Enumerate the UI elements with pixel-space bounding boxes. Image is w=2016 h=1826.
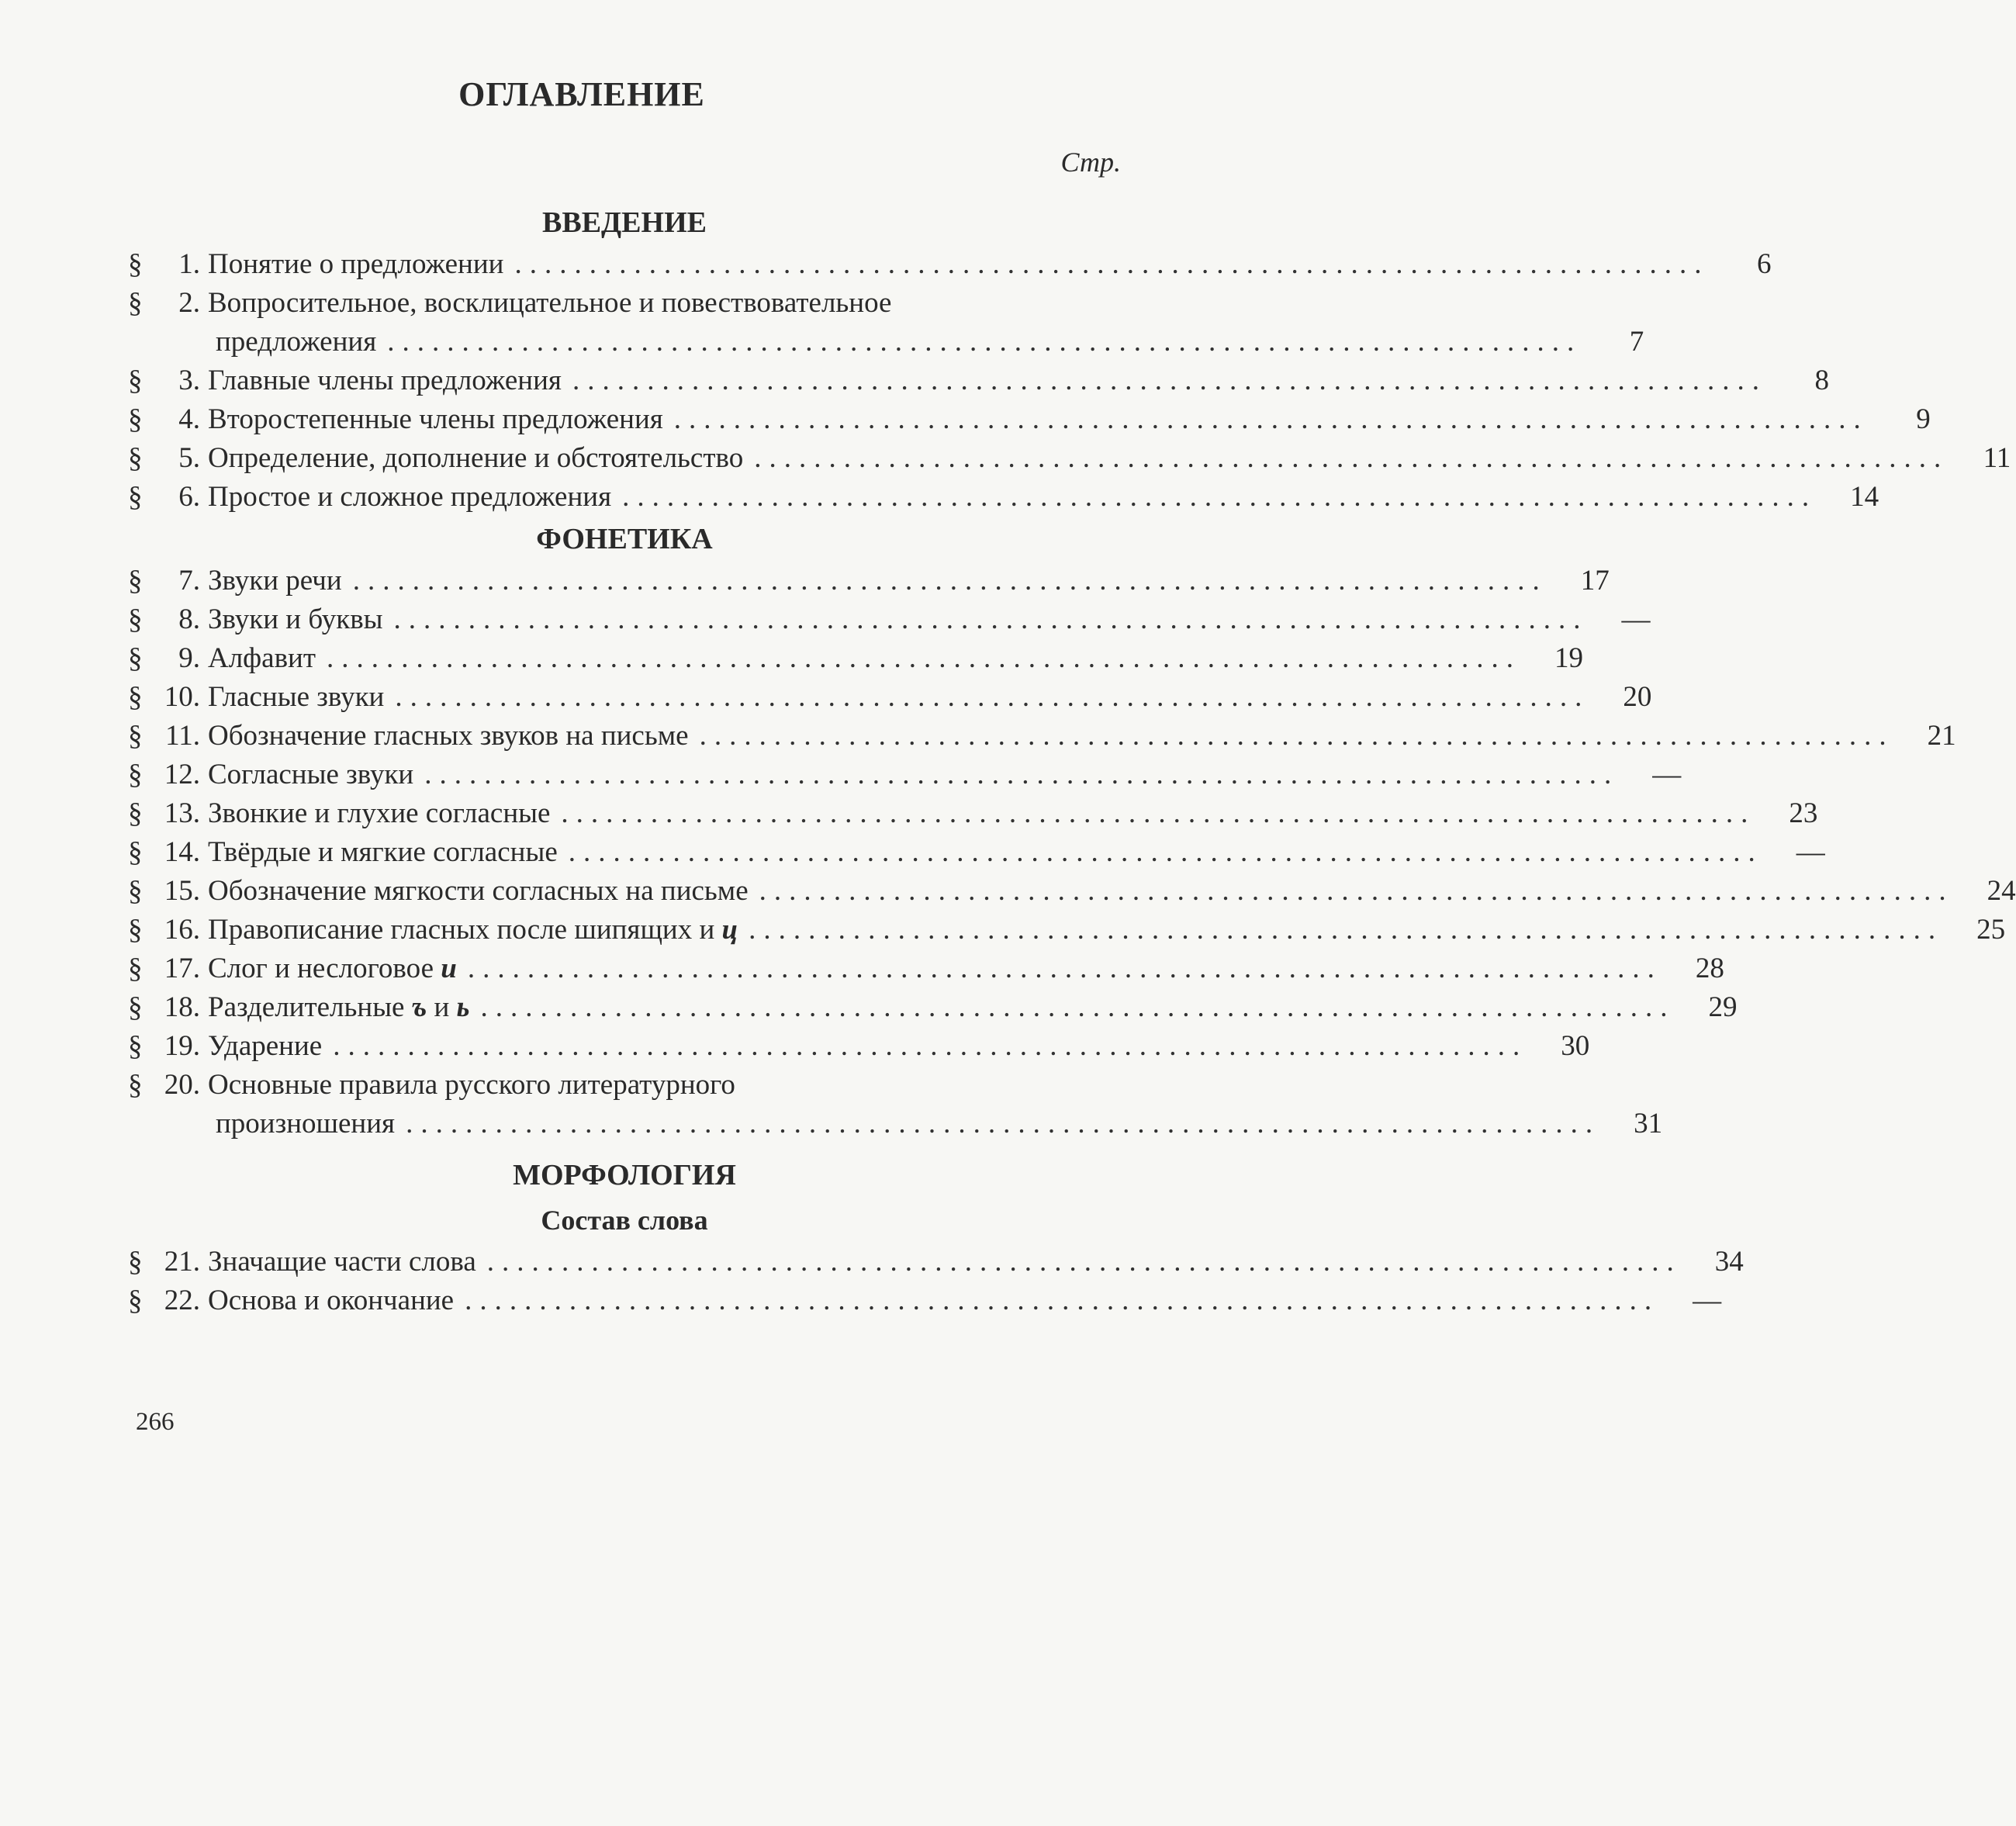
dot-leader: ................................................................................ (699, 720, 1894, 752)
toc-entry (128, 439, 2011, 478)
toc-entry-line (128, 872, 2016, 911)
toc-entry-line (128, 323, 1644, 361)
entry-title: Обозначение гласных звуков на письме (208, 720, 689, 752)
entry-number: 21. (164, 1246, 200, 1278)
emphasized-letter: ь (456, 991, 470, 1023)
entry-number: 17. (164, 953, 200, 984)
toc-entry-line (128, 639, 1584, 678)
toc-entry-line (128, 400, 1931, 439)
section-sign: § (128, 603, 143, 635)
toc-entry-line (128, 1105, 1663, 1143)
toc-entry (128, 1281, 1722, 1320)
section-sign: § (128, 914, 143, 946)
emphasized-letter: ц (721, 914, 738, 946)
section-sign: § (128, 565, 143, 597)
toc-entry (128, 911, 2006, 949)
entry-title: Твёрдые и мягкие согласные (208, 836, 558, 868)
toc-entry (128, 284, 1644, 361)
toc-entry (128, 678, 1652, 717)
entry-number: 1. (178, 248, 200, 280)
section-sign: § (128, 797, 143, 829)
dot-leader: ................................................................................ (387, 326, 1582, 358)
entry-page-number: 19 (1554, 642, 1584, 674)
entry-title: Звонкие и глухие согласные (208, 797, 551, 829)
section-sign: § (128, 403, 143, 435)
entry-number: 16. (164, 914, 200, 946)
section-heading: МОРФОЛОГИЯ (513, 1159, 736, 1191)
dot-leader: ................................................................................ (749, 914, 1944, 946)
entry-title: Звуки и буквы (208, 603, 383, 635)
entry-number: 9. (178, 642, 200, 674)
entry-page-number: 23 (1789, 797, 1818, 829)
section-sign: § (128, 720, 143, 752)
section-heading: ВВЕДЕНИЕ (542, 206, 707, 239)
entry-title: Значащие части слова (208, 1246, 476, 1278)
entry-number: 22. (164, 1285, 200, 1316)
entry-page-number: 25 (1976, 914, 2006, 946)
entry-title: Ударение (208, 1030, 323, 1062)
entry-conjunction: и (434, 991, 450, 1023)
dot-leader: ................................................................................ (352, 565, 1547, 597)
emphasized-letter: ъ (411, 991, 427, 1023)
section-sign: § (128, 836, 143, 868)
toc-entry (128, 717, 1956, 756)
entry-page-number: 34 (1714, 1246, 1744, 1278)
emphasized-letter: и (441, 953, 457, 984)
section-sign: § (128, 991, 143, 1023)
entry-number: 18. (164, 991, 200, 1023)
dot-leader: ................................................................................ (561, 797, 1756, 829)
section-sign: § (128, 642, 143, 674)
toc-entry-line (128, 439, 2011, 478)
entry-number: 10. (164, 681, 200, 713)
toc-entry-line (128, 1027, 1590, 1066)
dot-leader: ................................................................................ (568, 836, 1763, 868)
dot-leader: ................................................................................ (759, 875, 1954, 907)
section-heading: ФОНЕТИКА (536, 523, 713, 555)
toc-entry (128, 1066, 1663, 1143)
toc-entry-line (128, 245, 1772, 284)
entry-number: 20. (164, 1069, 200, 1101)
dot-leader: ................................................................................ (327, 642, 1522, 674)
entry-title: Гласные звуки (208, 681, 385, 713)
toc-entry (128, 600, 1651, 639)
entry-number: 6. (178, 481, 200, 513)
entry-title: Главные члены предложения (208, 365, 562, 396)
section-sign: § (128, 1285, 143, 1316)
entry-title: Основные правила русского литературного (208, 1069, 735, 1101)
toc-entry (128, 562, 1610, 600)
dot-leader: ................................................................................ (622, 481, 1817, 513)
entry-page-number: 21 (1927, 720, 1956, 752)
toc-entry (128, 478, 1879, 517)
folio-page-number: 266 (136, 1408, 175, 1436)
toc-entry-line (128, 361, 1829, 400)
entry-title: Второстепенные члены предложения (208, 403, 663, 435)
dot-leader: ................................................................................ (333, 1030, 1528, 1062)
section-sign: § (128, 287, 143, 319)
toc-entry (128, 794, 1818, 833)
entry-number: 11. (165, 720, 200, 752)
entry-page-number: 11 (1983, 442, 2011, 474)
dot-leader: ................................................................................ (514, 248, 1710, 280)
entry-page-number: 31 (1634, 1108, 1663, 1140)
dot-leader: ................................................................................ (465, 1285, 1660, 1316)
entry-page-number: 20 (1623, 681, 1652, 713)
section-sign: § (128, 442, 143, 474)
entry-title: Слог и неслоговое (208, 953, 434, 984)
entry-title: Понятие о предложении (208, 248, 504, 280)
toc-entry (128, 833, 1825, 872)
toc-entry-line (128, 562, 1610, 600)
entry-title: Алфавит (208, 642, 316, 674)
toc-entry (128, 1027, 1590, 1066)
section-sign: § (128, 1030, 143, 1062)
page-column-label: Стр. (1060, 147, 1121, 178)
toc-entry (128, 756, 1682, 794)
toc-entry-line (128, 1243, 1744, 1281)
entry-page-number: 6 (1756, 248, 1772, 280)
entry-number: 2. (178, 287, 200, 319)
entry-page-number: — (1796, 836, 1825, 868)
toc-entry (128, 245, 1772, 284)
toc-entry (128, 639, 1584, 678)
entry-number: 13. (164, 797, 200, 829)
subsection-heading: Состав слова (541, 1205, 708, 1236)
toc-entry-line (128, 833, 1825, 872)
toc-entry-line (128, 756, 1682, 794)
dot-leader: ................................................................................ (480, 991, 1675, 1023)
toc-entry (128, 988, 1738, 1027)
entry-title: Правописание гласных после шипящих и (208, 914, 715, 946)
dot-leader: ................................................................................ (393, 603, 1589, 635)
section-sign: § (128, 365, 143, 396)
dot-leader: ................................................................................ (572, 365, 1767, 396)
entry-number: 15. (164, 875, 200, 907)
section-sign: § (128, 759, 143, 790)
entry-page-number: 9 (1916, 403, 1931, 435)
dot-leader: ................................................................................ (406, 1108, 1601, 1140)
section-sign: § (128, 1246, 143, 1278)
entry-title: Простое и сложное предложения (208, 481, 612, 513)
toc-entry-line (128, 794, 1818, 833)
dot-leader: ................................................................................ (467, 953, 1662, 984)
toc-entry-line (128, 717, 1956, 756)
toc-entry (128, 1243, 1744, 1281)
table-of-contents (128, 200, 2016, 1320)
entry-title: Определение, дополнение и обстоятельство (208, 442, 744, 474)
entry-page-number: — (1621, 603, 1651, 635)
toc-entry (128, 361, 1829, 400)
toc-entry (128, 400, 1931, 439)
entry-number: 4. (178, 403, 200, 435)
section-sign: § (128, 875, 143, 907)
entry-page-number: 8 (1814, 365, 1829, 396)
entry-page-number: 17 (1580, 565, 1610, 597)
entry-page-number: — (1652, 759, 1682, 790)
section-sign: § (128, 681, 143, 713)
entry-title: предложения (216, 326, 377, 358)
entry-page-number: 28 (1695, 953, 1724, 984)
entry-number: 3. (178, 365, 200, 396)
entry-number: 8. (178, 603, 200, 635)
toc-entry-line (128, 678, 1652, 717)
toc-entry-line (128, 988, 1738, 1027)
toc-entry-line (128, 949, 1724, 988)
section-sign: § (128, 1069, 143, 1101)
toc-entry-line (128, 1066, 1121, 1105)
toc-entry (128, 872, 2016, 911)
entry-number: 12. (164, 759, 200, 790)
entry-number: 7. (178, 565, 200, 597)
entry-page-number: 24 (1987, 875, 2016, 907)
section-sign: § (128, 953, 143, 984)
dot-leader: ................................................................................ (673, 403, 1869, 435)
entry-title: Разделительные (208, 991, 405, 1023)
entry-title: Вопросительное, восклицательное и повествовательное (208, 287, 892, 319)
entry-page-number: 30 (1561, 1030, 1590, 1062)
entry-title: Обозначение мягкости согласных на письме (208, 875, 749, 907)
entry-number: 5. (178, 442, 200, 474)
entry-number: 14. (164, 836, 200, 868)
dot-leader: ................................................................................ (395, 681, 1590, 713)
toc-entry-line (128, 911, 2006, 949)
toc-entry-line (128, 600, 1651, 639)
page-title: ОГЛАВЛЕНИЕ (458, 75, 705, 113)
toc-entry-line (128, 478, 1879, 517)
section-sign: § (128, 248, 143, 280)
entry-page-number: 7 (1629, 326, 1644, 358)
entry-number: 19. (164, 1030, 200, 1062)
entry-page-number: — (1693, 1285, 1722, 1316)
entry-title: Основа и окончание (208, 1285, 455, 1316)
toc-entry-line (128, 1281, 1722, 1320)
dot-leader: ................................................................................ (486, 1246, 1682, 1278)
entry-title: произношения (216, 1108, 396, 1140)
toc-entry-line (128, 284, 1121, 323)
entry-title: Звуки речи (208, 565, 342, 597)
toc-entry (128, 949, 1724, 988)
entry-page-number: 29 (1708, 991, 1738, 1023)
entry-page-number: 14 (1850, 481, 1879, 513)
entry-title: Согласные звуки (208, 759, 414, 790)
dot-leader: ................................................................................ (424, 759, 1620, 790)
section-sign: § (128, 481, 143, 513)
dot-leader: ................................................................................ (754, 442, 1949, 474)
